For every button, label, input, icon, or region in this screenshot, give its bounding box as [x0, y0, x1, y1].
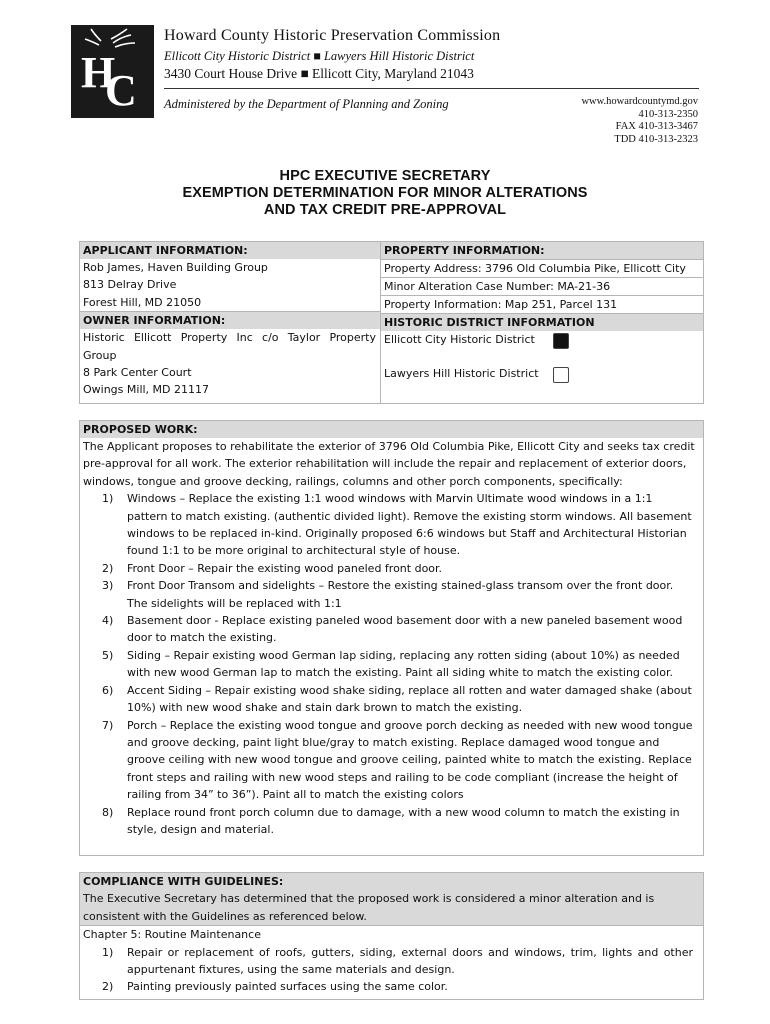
list-item: 2) Front Door – Repair the existing wood paneled front door. [102, 561, 443, 575]
district-option-ellicott [381, 331, 703, 365]
applicant-name: Rob James, Haven Building Group [83, 261, 268, 274]
property-heading: PROPERTY INFORMATION: [381, 242, 703, 260]
property-district-column [381, 242, 703, 403]
owner-name: Historic Ellicott Property Inc c/o Taylor Property Group [83, 331, 376, 362]
website-link[interactable]: www.howardcountymd.gov [581, 96, 698, 107]
list-item: 8) Replace round front porch column due to damage, with a new wood column to match the existing in style, design and material. [102, 805, 680, 836]
logo-letter-c: C [105, 66, 137, 115]
chapter-title: Chapter 5: Routine Maintenance [80, 925, 703, 943]
tdd-number: TDD 410-313-2323 [614, 133, 698, 145]
header-divider [164, 88, 699, 89]
list-item: 1) Repair or replacement of roofs, gutters, siding, external doors and windows, trim, lights and other appurtenant fixtures, using the same materials and design. [102, 945, 693, 977]
work-items-list [80, 490, 703, 838]
title-line-2: EXEMPTION DETERMINATION FOR MINOR ALTERATIONS [182, 185, 588, 201]
applicant-owner-column [80, 242, 381, 403]
list-item: 1) Windows – Replace the existing 1:1 wood windows with Marvin Ultimate wood windows in a 1:1 pattern to match existing. (authentic divided light). Remove the existing storm windows. All basement windows to be replaced in-kind. Originally proposed 6:6 windows but Staff and Architectural Historian found 1:1 to be more original to architectural style of house. [102, 492, 692, 558]
compliance-intro: The Executive Secretary has determined that the proposed work is considered a minor alteration and is consistent with the Guidelines as referenced below. [83, 892, 655, 923]
address-line: 3430 Court House Drive ■ Ellicott City, Maryland 21043 [164, 66, 474, 81]
hpc-logo [71, 25, 154, 118]
district-label: Ellicott City Historic District [384, 333, 535, 346]
applicant-heading: APPLICANT INFORMATION: [80, 242, 380, 259]
contact-block [581, 96, 698, 146]
owner-section [80, 311, 380, 399]
proposed-work-section [79, 420, 704, 856]
title-line-1: HPC EXECUTIVE SECRETARY [279, 168, 491, 184]
list-item: 4) Basement door - Replace existing paneled wood basement door with a new paneled basement wood door to match the existing. [102, 614, 683, 645]
list-item: 3) Front Door Transom and sidelights – Restore the existing stained-glass transom over the front door. The sidelights will be replaced with 1:1 [102, 579, 674, 610]
owner-heading: OWNER INFORMATION: [80, 312, 380, 329]
list-item: 7) Porch – Replace the existing wood tongue and groove porch decking as needed with new wood tongue and groove decking, paint light blue/gray to match existing. Replace damaged wood tongue and groove ceiling with new wood tongue and groove ceiling, painted white to match the existing. Replace front steps and railing with new wood steps and railing to be code compliant (increase the height of railing from 34” to 36”). Paint all to match the existing colors [102, 718, 693, 802]
applicant-city: Forest Hill, MD 21050 [83, 295, 202, 309]
owner-street: 8 Park Center Court [83, 365, 192, 379]
property-map-parcel: Property Information: Map 251, Parcel 131 [381, 296, 703, 314]
document-title [0, 168, 770, 219]
case-number: Minor Alteration Case Number: MA-21-36 [381, 278, 703, 296]
logo-letter-h: H [81, 48, 116, 97]
phone-number: 410-313-2350 [638, 108, 698, 120]
administered-by: Administered by the Department of Planning and Zoning [164, 97, 449, 111]
lawyers-hill-checkbox[interactable] [553, 367, 569, 383]
compliance-items-list [80, 944, 703, 996]
compliance-section [79, 872, 704, 1000]
district-heading: HISTORIC DISTRICT INFORMATION [381, 314, 703, 331]
fax-number: FAX 410-313-3467 [615, 121, 698, 132]
compliance-heading: COMPLIANCE WITH GUIDELINES: [83, 875, 284, 888]
owner-city: Owings Mill, MD 21117 [83, 383, 209, 397]
list-item: 6) Accent Siding – Repair existing wood shake siding, replace all rotten and water damaged shake (about 10%) with new wood shake and stain dark brown to match the existing. [102, 683, 692, 715]
ellicott-checkbox[interactable] [553, 333, 569, 349]
district-label: Lawyers Hill Historic District [384, 367, 539, 380]
list-item: 5) Siding – Repair existing wood German lap siding, replacing any rotten siding (about 10%) as needed with new wood German lap to match the existing. Paint all siding white to match the existing color. [102, 648, 680, 680]
commission-name: Howard County Historic Preservation Commission [164, 27, 501, 44]
districts-line: Ellicott City Historic District ■ Lawyers Hill Historic District [164, 49, 475, 63]
title-line-3: AND TAX CREDIT PRE-APPROVAL [263, 202, 507, 218]
applicant-street: 813 Delray Drive [83, 278, 177, 292]
info-table [79, 241, 704, 404]
compliance-header-block [80, 873, 703, 925]
proposed-work-intro: The Applicant proposes to rehabilitate the exterior of 3796 Old Columbia Pike, Ellicott City and seeks tax credit pre-approval for all work. The exterior rehabilitation will include the repair and replacement of exterior doors, windows, tongue and groove decking, railings, columns and other porch components, specifically: [83, 440, 695, 488]
proposed-work-heading: PROPOSED WORK: [80, 421, 703, 438]
list-item: 2) Painting previously painted surfaces using the same color. [102, 980, 448, 994]
district-option-lawyers-hill [381, 365, 703, 399]
property-address: Property Address: 3796 Old Columbia Pike, Ellicott City [381, 260, 703, 278]
